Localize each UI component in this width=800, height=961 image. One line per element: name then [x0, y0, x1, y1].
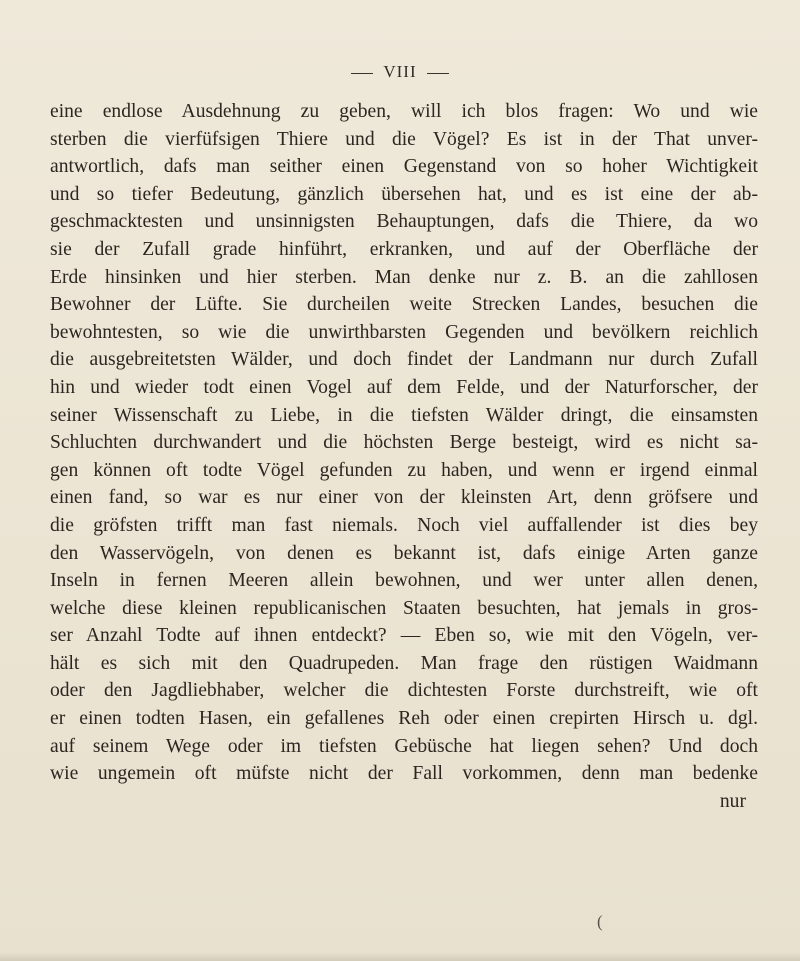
body-text — [50, 98, 758, 815]
text-line: hin und wieder todt einen Vogel auf dem Felde, und der Naturforscher, der — [50, 376, 758, 398]
text-line: Bewohner der Lüfte. Sie durcheilen weite Strecken Landes, besuchen die — [50, 294, 758, 316]
page-number: VIII — [383, 62, 417, 81]
text-line: wie ungemein oft müfste nicht der Fall vorkommen, denn man bedenke — [50, 763, 758, 785]
text-line: gen können oft todte Vögel gefunden zu haben, und wenn er irgend einmal — [50, 459, 758, 481]
text-line: seiner Wissenschaft zu Liebe, in die tiefsten Wälder dringt, die einsamsten — [50, 404, 758, 426]
text-line: er einen todten Hasen, ein gefallenes Reh oder einen crepirten Hirsch u. dgl. — [50, 708, 758, 730]
text-line: die gröfsten trifft man fast niemals. Noch viel auffallender ist dies bey — [50, 514, 758, 536]
text-line: die ausgebreitetsten Wälder, und doch findet der Landmann nur durch Zufall — [50, 349, 758, 371]
page-bottom-edge — [0, 952, 800, 961]
text-line: geschmacktesten und unsinnigsten Behauptungen, dafs die Thiere, da wo — [50, 211, 758, 233]
text-line: und so tiefer Bedeutung, gänzlich übersehen hat, und es ist eine der ab- — [50, 183, 758, 205]
page-header — [0, 62, 800, 82]
text-line: sterben die vierfüfsigen Thiere und die Vögel? Es ist in der That unver- — [50, 128, 758, 150]
header-dash-right — [427, 73, 449, 74]
catchword: nur — [719, 790, 746, 812]
text-line: bewohntesten, so wie die unwirthbarsten Gegenden und bevölkern reichlich — [50, 321, 758, 343]
text-line: antwortlich, dafs man seither einen Gegenstand von so hoher Wichtigkeit — [50, 156, 758, 178]
header-dash-left — [351, 73, 373, 74]
text-line: Schluchten durchwandert und die höchsten Berge besteigt, wird es nicht sa- — [50, 432, 758, 454]
footer-mark: ( — [597, 912, 603, 931]
text-line: Erde hinsinken und hier sterben. Man denke nur z. B. an die zahllosen — [50, 266, 758, 288]
text-line: einen fand, so war es nur einer von der kleinsten Art, denn gröfsere und — [50, 487, 758, 509]
text-line: auf seinem Wege oder im tiefsten Gebüsche hat liegen sehen? Und doch — [50, 735, 758, 757]
text-line: hält es sich mit den Quadrupeden. Man frage den rüstigen Waidmann — [50, 652, 758, 674]
text-line: ser Anzahl Todte auf ihnen entdeckt? — Eben so, wie mit den Vögeln, ver- — [50, 625, 758, 647]
text-line: den Wasservögeln, von denen es bekannt ist, dafs einige Arten ganze — [50, 542, 758, 564]
text-line: eine endlose Ausdehnung zu geben, will ich blos fragen: Wo und wie — [50, 101, 758, 122]
text-line: oder den Jagdliebhaber, welcher die dichtesten Forste durchstreift, wie oft — [50, 680, 758, 702]
text-line: sie der Zufall grade hinführt, erkranken, und auf der Oberfläche der — [50, 238, 758, 260]
text-line: Inseln in fernen Meeren allein bewohnen, und wer unter allen denen, — [50, 570, 758, 592]
text-line: welche diese kleinen republicanischen Staaten besuchten, hat jemals in gros- — [50, 597, 758, 619]
